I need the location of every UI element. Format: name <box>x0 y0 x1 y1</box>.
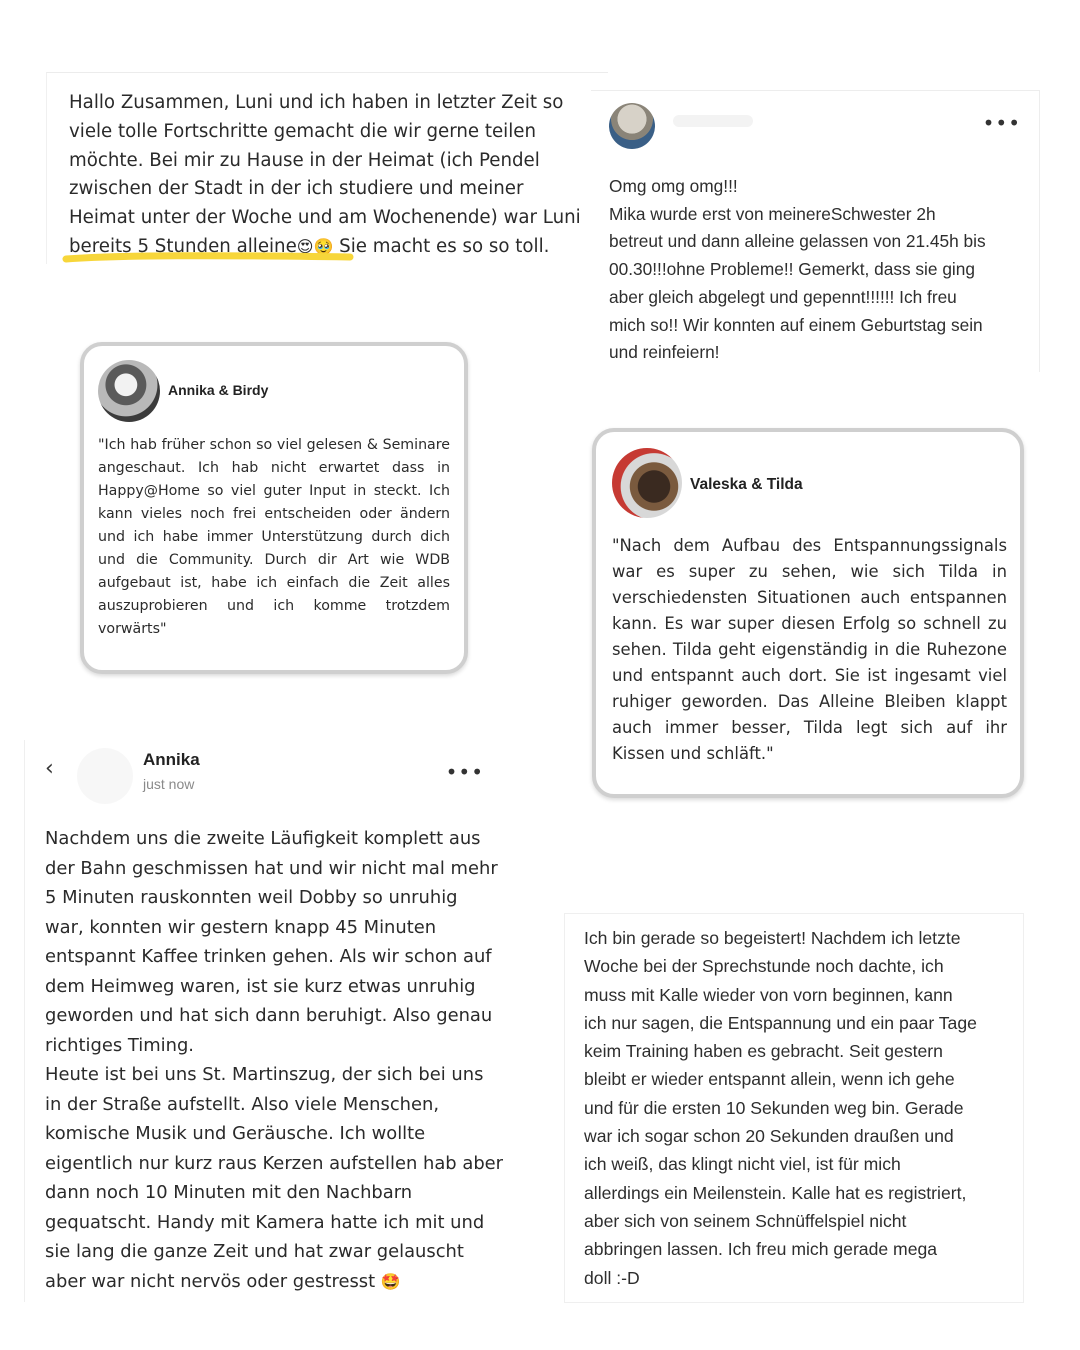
post-line: abbringen lassen. Ich freu mich gerade mega <box>584 1239 938 1260</box>
highlight-underline <box>62 245 354 269</box>
more-options-icon[interactable]: ••• <box>982 111 1021 135</box>
post-line: Mika wurde erst von meinereSchwester 2h <box>609 203 936 224</box>
post-luni <box>46 72 608 264</box>
post-line-rest: Sie macht es so so toll. <box>333 235 550 257</box>
post-mika-text <box>609 173 1019 367</box>
post-line: Omg omg omg!!! <box>609 176 738 196</box>
post-line: dann noch 10 Minuten mit den Nachbarn <box>45 1182 413 1203</box>
post-line: war, konnten wir gestern knapp 45 Minuten <box>45 916 437 938</box>
post-line: dem Heimweg waren, ist sie kurz etwas unruhig <box>45 975 476 997</box>
star-struck-emoji: 🤩 <box>380 1271 401 1291</box>
back-arrow-icon[interactable]: ‹ <box>45 756 54 781</box>
post-last-line <box>45 1267 495 1297</box>
post-line: war ich sogar schon 20 Sekunden draußen und <box>584 1126 954 1147</box>
testimonial-text: "Ich hab früher schon so viel gelesen & Seminare angeschaut. Ich hab nicht erwartet dass in Happy@Home so viel guter Input in steckt. Ich kann vieles noch frei entscheiden oder ändern und ich habe immer Unterstützung durch dich und die Community. Durch dir Art wie WDB aufgebaut ist, habe ich einfach die Zeit alles auszuprobieren und ich komme trotzdem vorwärts" <box>98 437 450 637</box>
blurred-username <box>673 115 753 127</box>
post-line: sie lang die ganze Zeit und hat zwar gelauscht <box>45 1241 464 1262</box>
post-line: richtiges Timing. <box>45 1034 194 1056</box>
testimonial-author: Annika & Birdy <box>168 382 269 398</box>
heart-eyes-emoji: 😍🥹 <box>296 236 334 256</box>
testimonial-text: "Nach dem Aufbau des Entspannungssignals war es super zu sehen, wie sich Tilda in verschiedensten Situationen auch entspannen kann. Es war super diesen Erfolg so schnell zu sehen. Tilda geht eigenständig in die Ruhezone und entspannt auch dort. Sie ist ingesamt viel ruhiger geworden. Das Alleine Bleiben klappt auch immer besser, Tilda legt sich auf ihr Kissen und schläft." <box>612 536 1007 763</box>
avatar[interactable] <box>609 103 655 149</box>
post-line: der Bahn geschmissen hat und wir nicht mal mehr <box>45 857 498 879</box>
post-luni-text <box>69 89 589 262</box>
more-options-icon[interactable]: ••• <box>445 760 484 784</box>
post-line: allerdings ein Meilenstein. Kalle hat es registriert, <box>584 1182 967 1203</box>
post-line: ich weiß, das klingt nicht viel, ist für mich <box>584 1154 901 1175</box>
testimonial-author: Valeska & Tilda <box>690 476 803 493</box>
post-line: möchte. Bei mir zu Hause in der Heimat (ich Pendel <box>69 149 540 171</box>
post-line: Heimat unter der Woche und am Wochenende) war Luni <box>69 207 581 229</box>
post-line: aber gleich abgelegt und gepennt!!!!!! Ich freu <box>609 286 957 307</box>
post-line: 00.30!!!ohne Probleme!! Gemerkt, dass sie ging <box>609 259 975 280</box>
post-line: in der Straße aufstellt. Also viele Menschen, <box>45 1093 440 1115</box>
post-kalle <box>564 913 1024 1303</box>
post-line: Ich bin gerade so begeistert! Nachdem ich letzte <box>584 928 961 948</box>
post-line: entspannt Kaffee trinken gehen. Als wir schon auf <box>45 946 492 967</box>
post-line: 5 Minuten rauskonnten weil Dobby so unruhig <box>45 887 458 908</box>
post-line: bleibt er wieder entspannt allein, wenn ich gehe <box>584 1069 955 1090</box>
highlighted-phrase: bereits 5 Stunden alleine <box>69 235 297 257</box>
post-line: und reinfeiern! <box>609 342 720 363</box>
post-line: gequatscht. Handy mit Kamera hatte ich mit und <box>45 1211 485 1233</box>
post-line: muss mit Kalle wieder von vorn beginnen, kann <box>584 984 953 1005</box>
post-line: Woche bei der Sprechstunde noch dachte, ich <box>584 956 944 977</box>
post-line: geworden und hat sich dann beruhigt. Also genau <box>45 1005 493 1026</box>
post-line-text: aber war nicht nervös oder gestresst <box>45 1270 376 1292</box>
avatar[interactable] <box>77 748 133 804</box>
post-line: komische Musik und Geräusche. Ich wollte <box>45 1123 426 1144</box>
post-line: mich so!! Wir konnten auf einem Geburtstag sein <box>609 314 983 335</box>
post-line: eigentlich nur kurz raus Kerzen aufstellen hab aber <box>45 1152 504 1174</box>
post-line: ich nur sagen, die Entspannung und ein paar Tage <box>584 1012 977 1033</box>
post-kalle-text <box>584 924 1009 1292</box>
post-line: aber sich von seinem Schnüffelspiel nicht <box>584 1210 907 1231</box>
testimonial-valeska-tilda <box>592 428 1024 798</box>
post-line: doll :-D <box>584 1267 640 1288</box>
post-line: und für die ersten 10 Sekunden weg bin. Gerade <box>584 1097 964 1118</box>
post-mika <box>591 90 1040 372</box>
post-line: zwischen der Stadt in der ich studiere und meiner <box>69 178 524 200</box>
post-line: Nachdem uns die zweite Läufigkeit komplett aus <box>45 828 481 849</box>
post-line: viele tolle Fortschritte gemacht die wir gerne teilen <box>69 120 537 142</box>
post-line: betreut und dann alleine gelassen von 21.45h bis <box>609 231 986 252</box>
post-timestamp: just now <box>143 776 195 792</box>
testimonial-annika-birdy <box>80 342 468 674</box>
post-line: Heute ist bei uns St. Martinszug, der sich bei uns <box>45 1064 484 1085</box>
author-name[interactable]: Annika <box>143 750 200 769</box>
post-dobby-text <box>45 824 504 1296</box>
post-dobby <box>24 740 504 1302</box>
avatar <box>98 360 160 422</box>
post-line: keim Training haben es gebracht. Seit gestern <box>584 1041 943 1062</box>
post-line: Hallo Zusammen, Luni und ich haben in letzter Zeit so <box>69 92 564 113</box>
avatar <box>612 448 682 518</box>
